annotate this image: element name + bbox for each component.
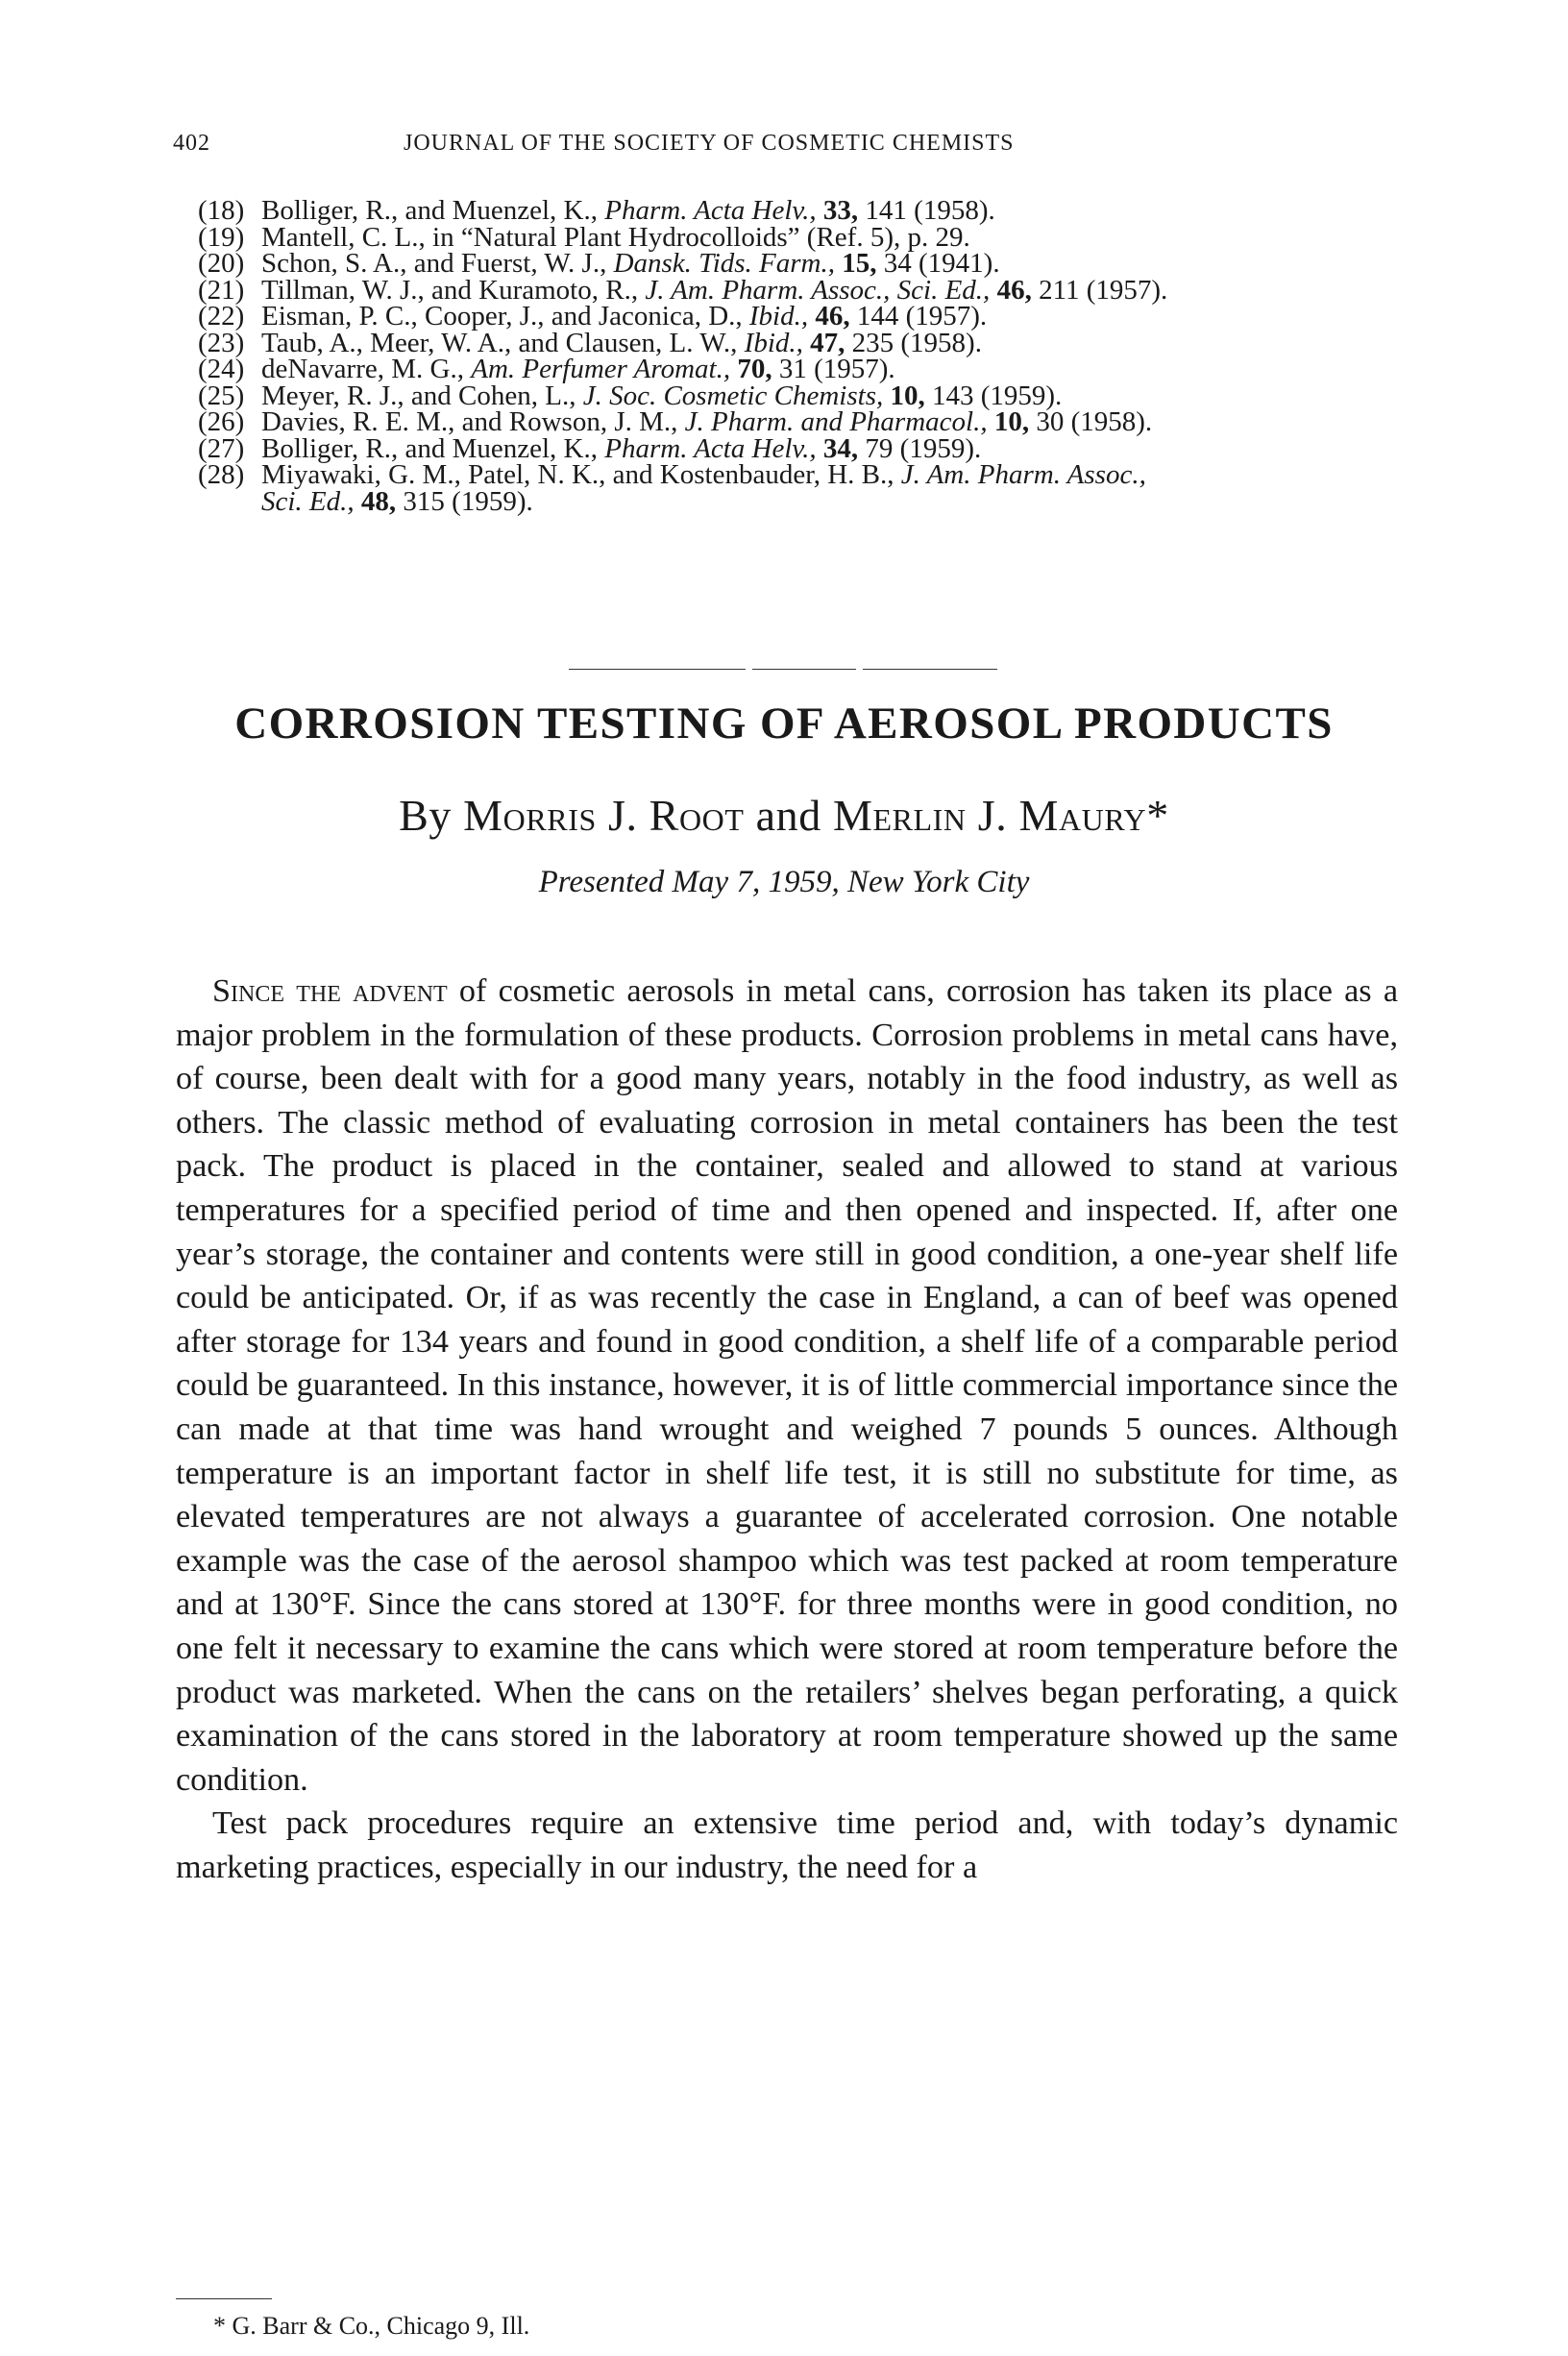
reference-item	[198, 432, 1399, 464]
reference-item	[198, 380, 1399, 411]
reference-text: Tillman, W. J., and Kuramoto, R., J. Am. Pharm. Assoc., Sci. Ed., 46, 211 (1957).	[261, 274, 1168, 306]
reference-text: Bolliger, R., and Muenzel, K., Pharm. Acta Helv., 33, 141 (1958).	[261, 195, 995, 226]
reference-number: (24)	[198, 354, 245, 384]
section-divider	[569, 669, 997, 670]
reference-text: Schon, S. A., and Fuerst, W. J., Dansk. Tids. Farm., 15, 34 (1941).	[261, 248, 1000, 279]
article-title: CORROSION TESTING OF AEROSOL PRODUCTS	[234, 699, 1334, 749]
reference-text: Bolliger, R., and Muenzel, K., Pharm. Acta Helv., 34, 79 (1959).	[261, 432, 982, 464]
reference-number: (19)	[198, 221, 245, 253]
reference-item	[198, 274, 1399, 306]
reference-text: deNavarre, M. G., Am. Perfumer Aromat., 70, 31 (1957).	[261, 354, 895, 384]
reference-number: (21)	[198, 274, 245, 306]
lead-in-small-caps: Since the advent	[212, 973, 448, 1009]
reference-item	[198, 248, 1399, 279]
reference-number: (27)	[198, 432, 245, 464]
reference-text: Mantell, C. L., in “Natural Plant Hydrocolloids” (Ref. 5), p. 29.	[261, 221, 970, 253]
footnote: * G. Barr & Co., Chicago 9, Ill.	[213, 2312, 530, 2340]
reference-number: (18)	[198, 195, 245, 226]
article-body	[176, 969, 1398, 1889]
reference-item	[198, 195, 1399, 226]
reference-number: (26)	[198, 406, 245, 437]
reference-item	[198, 406, 1399, 437]
reference-item	[198, 459, 1399, 490]
reference-number: (28)	[198, 459, 245, 490]
reference-number: (25)	[198, 380, 245, 411]
reference-number: (22)	[198, 301, 245, 331]
reference-number: (23)	[198, 327, 245, 358]
reference-item	[198, 327, 1399, 358]
footnote-rule	[176, 2298, 272, 2299]
author-footnote-mark: *	[1146, 791, 1169, 840]
page-number: 402	[173, 131, 210, 156]
reference-item	[198, 356, 1399, 383]
reference-text: Meyer, R. J., and Cohen, L., J. Soc. Cosmetic Chemists, 10, 143 (1959).	[261, 380, 1063, 411]
reference-text: Davies, R. E. M., and Rowson, J. M., J. Pharm. and Pharmacol., 10, 30 (1958).	[261, 406, 1153, 437]
reference-list	[198, 195, 1399, 517]
author-name: Merlin J. Maury	[832, 791, 1147, 840]
journal-title: JOURNAL OF THE SOCIETY OF COSMETIC CHEMISTS	[404, 131, 1015, 156]
reference-item-28-continuation: Sci. Ed., 48, 315 (1959).	[261, 485, 533, 517]
byline: By Morris J. Root and Merlin J. Maury*	[399, 791, 1169, 840]
presentation-note: Presented May 7, 1959, New York City	[538, 865, 1030, 899]
reference-item	[198, 221, 1399, 253]
reference-text: Eisman, P. C., Cooper, J., and Jaconica, D., Ibid., 46, 144 (1957).	[261, 301, 988, 331]
reference-number: (20)	[198, 248, 245, 279]
body-paragraph: Test pack procedures require an extensive time period and, with today’s dynamic marketing practices, especially in our industry, the need for a	[176, 1805, 1398, 1885]
body-paragraph: Since the advent of cosmetic aerosols in metal cans, corrosion has taken its place as a major problem in the formulation of these products. Corrosion problems in metal cans have, of course, been dealt with for a good many years, notably in the food industry, as well as others. The classic method of evaluating corrosion in metal containers has been the test pack. The product is placed in the container, sealed and allowed to stand at various temperatures for a specified period of time and then opened and inspected. If, after one year’s storage, the container and contents were still in good condition, a one-year shelf life could be anticipated. Or, if as was recently the case in England, a can of beef was opened after storage for 134 years and found in good condition, a shelf life of a comparable period could be guaranteed. In this instance, however, it is of little commercial importance since the can made at that time was hand wrought and weighed 7 pounds 5 ounces. Although temperature is an important factor in shelf life test, it is still no substitute for time, as elevated temperatures are not always a guarantee of accelerated corrosion. One notable example was the case of the aerosol shampoo which was test packed at room temperature and at 130°F. Since the cans stored at 130°F. for three months were in good condition, no one felt it necessary to examine the cans which were stored at room temperature before the product was marketed. When the cans on the retailers’ shelves began perforating, a quick examination of the cans stored in the laboratory at room temperature showed up the same condition.	[176, 973, 1398, 1798]
author-name: Morris J. Root	[463, 791, 745, 840]
reference-item	[198, 301, 1399, 331]
reference-text: Taub, A., Meer, W. A., and Clausen, L. W., Ibid., 47, 235 (1958).	[261, 327, 982, 358]
reference-text: Miyawaki, G. M., Patel, N. K., and Kostenbauder, H. B., J. Am. Pharm. Assoc.,	[261, 459, 1146, 490]
